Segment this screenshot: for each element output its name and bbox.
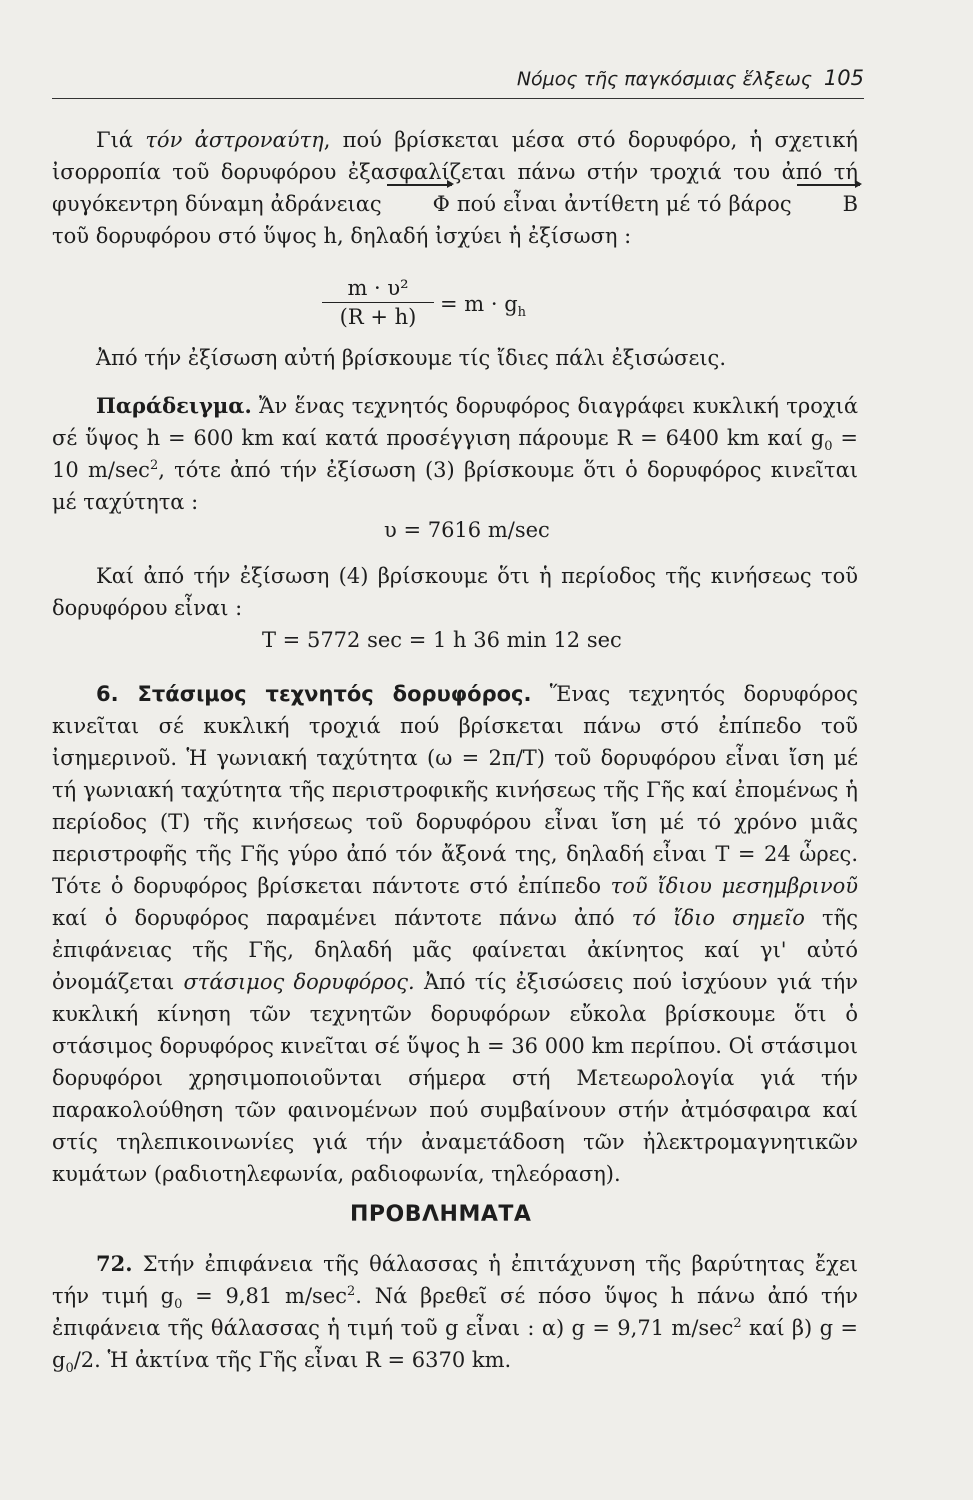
vector-b: B (799, 188, 858, 220)
fraction-numerator: m · υ² (322, 276, 434, 303)
problems-heading: ΠΡΟΒΛΗΜΑΤΑ (350, 1202, 532, 1227)
chapter-title: Νόμος τῆς παγκόσμιας ἕλξεως (516, 68, 812, 90)
equation-velocity: υ = 7616 m/sec (384, 518, 550, 542)
problem-number: 72. (96, 1251, 133, 1276)
paragraph-same-equations: Ἀπό τήν ἐξίσωση αὐτή βρίσκουμε τίς ἴδιες πάλι ἐξισώσεις. (96, 346, 726, 370)
paragraph-astronaut: Γιά τόν ἀστροναύτη, πού βρίσκεται μέσα στό δορυφόρο, ἡ σχετική ἰσορροπία τοῦ δορυφόρου ἐξασφαλίζεται πάνω στήν τροχιά του ἀπό τή φυγόκεντρη δύναμη ἀδράνειας Φ πού εἶναι ἀντίθετη μέ τό βάρος B τοῦ δορυφόρου στό ὕψος h, δηλαδή ἰσχύει ἡ ἐξίσωση : (52, 128, 858, 248)
paragraph-example: Παράδειγμα. Ἄν ἕνας τεχνητός δορυφόρος διαγράφει κυκλική τροχιά σέ ὕψος h = 600 km καί κατά προσέγγιση πάρουμε R = 6400 km καί $g_0 = 10$ $m/\sec^2$, τότε ἀπό τήν ἐξίσωση (3) βρίσκουμε ὅτι ὁ δορυφόρος κινεῖται μέ ταχύτητα : (52, 393, 858, 514)
section-heading: 6. Στάσιμος τεχνητός δορυφόρος. (96, 682, 532, 706)
section-geostationary: 6. Στάσιμος τεχνητός δορυφόρος. Ἕνας τεχνητός δορυφόρος κινεῖται σέ κυκλική τροχιά πού βρίσκεται πάνω στό ἐπίπεδο τοῦ ἰσημερινοῦ. Ἡ γωνιακή ταχύτητα (ω = 2π/T) τοῦ δορυφόρου εἶναι ἴση μέ τή γωνιακή ταχύτητα τῆς περιστροφικῆς κινήσεως τῆς Γῆς καί ἐπομένως ἡ περίοδος (T) τῆς κινήσεως τοῦ δορυφόρου εἶναι ἴση μέ τό χρόνο μιᾶς περιστροφῆς τῆς Γῆς γύρο ἀπό τόν ἄξονά της, δηλαδή εἶναι T = 24 ὧρες. Τότε ὁ δορυφόρος βρίσκεται πάντοτε στό ἐπίπεδο τοῦ ἴδιου μεσημβρινοῦ καί ὁ δορυφόρος παραμένει πάντοτε πάνω ἀπό τό ἴδιο σημεῖο τῆς ἐπιφάνειας τῆς Γῆς, δηλαδή μᾶς φαίνεται ἀκίνητος καί γι' αὐτό ὀνομάζεται στάσιμος δορυφόρος. Ἀπό τίς ἐξισώσεις πού ἰσχύουν γιά τήν κυκλική κίνηση τῶν τεχνητῶν δορυφόρων εὔκολα βρίσκουμε ὅτι ὁ στάσιμος δορυφόρος κινεῖται σέ ὕψος h = 36 000 km περίπου. Οἱ στάσιμοι δορυφόροι χρησιμοποιοῦνται σήμερα στή Μετεωρολογία γιά τήν παρακολούθηση τῶν φαινομένων πού συμβαίνουν στήν ἀτμόσφαιρα καί στίς τηλεπικοινωνίες γιά τήν ἀναμετάδοση τῶν ἠλεκτρομαγνητικῶν κυμάτων (ραδιοτηλεφωνία, ραδιοφωνία, τηλεόραση). (52, 682, 859, 1186)
page-number: 105 (823, 66, 864, 90)
paragraph-period: Καί ἀπό τήν ἐξίσωση (4) βρίσκουμε ὅτι ἡ περίοδος τῆς κινήσεως τοῦ δορυφόρου εἶναι : (52, 564, 858, 620)
example-label: Παράδειγμα. (96, 393, 252, 418)
vector-phi: Φ (389, 188, 450, 220)
problem-72: 72. Στήν ἐπιφάνεια τῆς θάλασσας ἡ ἐπιτάχυνση τῆς βαρύτητας ἔχει τήν τιμή $g_0 = 9,81$ $m/\sec^2$. Νά βρεθεῖ σέ πόσο ὕψος h πάνω ἀπό τήν ἐπιφάνεια τῆς θάλασσας ἡ τιμή τοῦ g εἶναι : α) g = 9,71 $m/\sec^2$ καί β) $g = g_0/2$. Ἡ ἀκτίνα τῆς Γῆς εἶναι R = 6370 km. (52, 1251, 858, 1377)
equation-rhs: = $m \cdot g_h$ (440, 292, 527, 321)
italic-astronaut: τόν ἀστροναύτη (145, 128, 324, 152)
running-header (52, 66, 864, 99)
equation-period: T = 5772 sec = 1 h 36 min 12 sec (262, 628, 622, 652)
equation-centripetal (322, 276, 434, 329)
fraction-denominator: (R + h) (339, 305, 417, 329)
